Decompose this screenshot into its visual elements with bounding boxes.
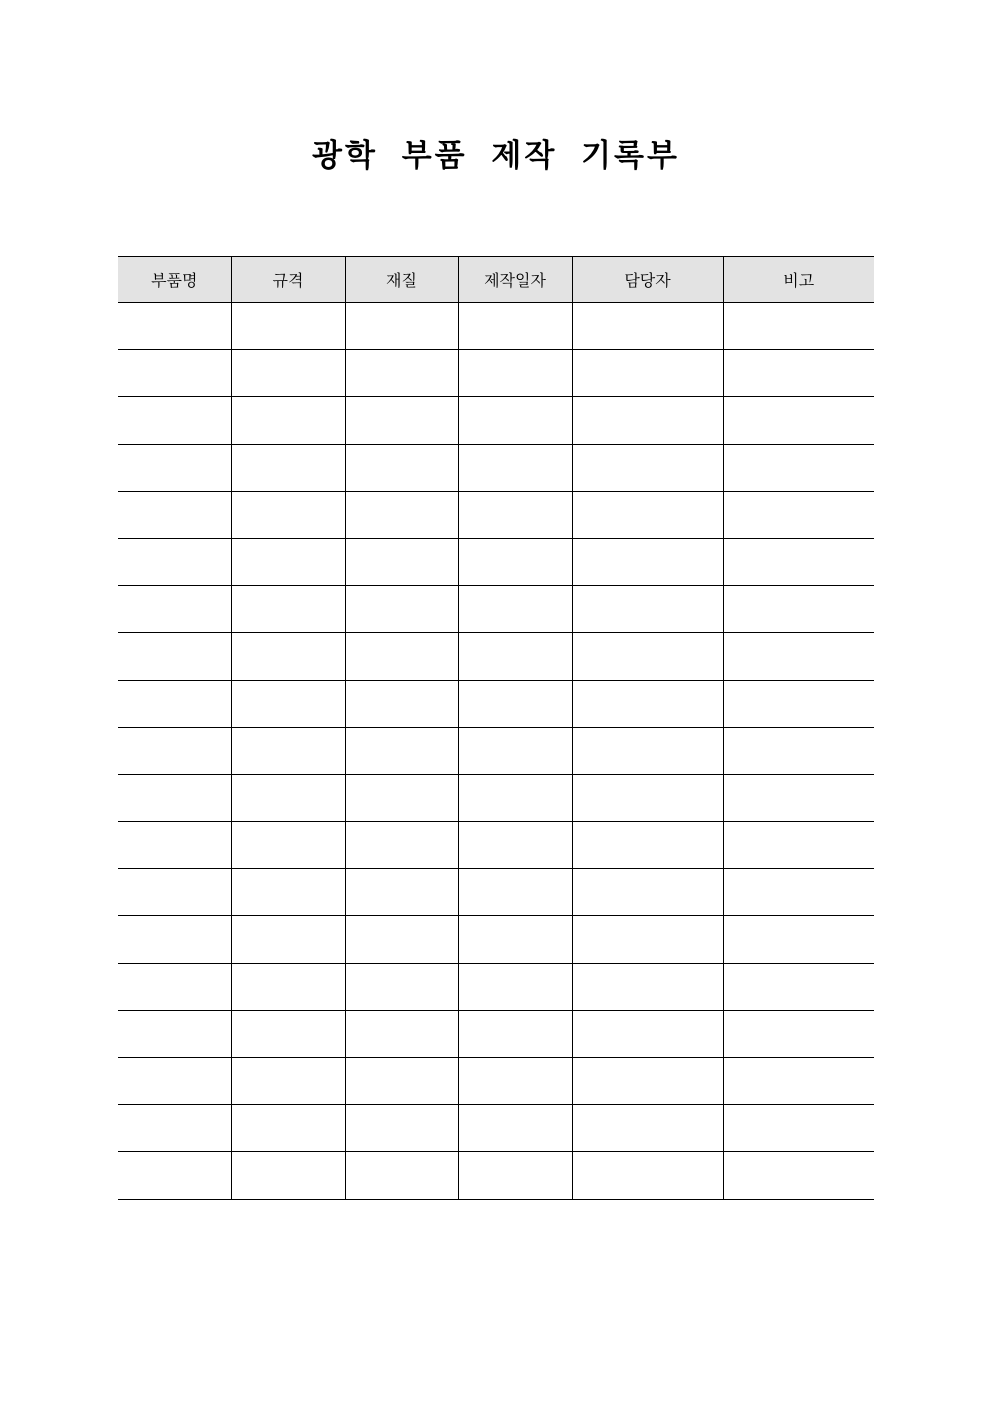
- cell-production-date[interactable]: [458, 538, 572, 585]
- cell-material[interactable]: [345, 1010, 458, 1057]
- cell-remarks[interactable]: [723, 303, 874, 350]
- cell-production-date[interactable]: [458, 303, 572, 350]
- table-row: [118, 916, 874, 963]
- cell-part-name[interactable]: [118, 1058, 231, 1105]
- cell-spec[interactable]: [231, 916, 345, 963]
- table-row: [118, 491, 874, 538]
- table-row: [118, 774, 874, 821]
- cell-material[interactable]: [345, 680, 458, 727]
- table-row: [118, 1058, 874, 1105]
- cell-remarks[interactable]: [723, 1152, 874, 1199]
- cell-spec[interactable]: [231, 869, 345, 916]
- cell-remarks[interactable]: [723, 1105, 874, 1152]
- cell-material[interactable]: [345, 586, 458, 633]
- cell-production-date[interactable]: [458, 774, 572, 821]
- cell-part-name[interactable]: [118, 586, 231, 633]
- table-row: [118, 444, 874, 491]
- cell-person-in-charge[interactable]: [572, 774, 723, 821]
- cell-spec[interactable]: [231, 1058, 345, 1105]
- cell-production-date[interactable]: [458, 963, 572, 1010]
- table-row: [118, 1010, 874, 1057]
- cell-spec[interactable]: [231, 727, 345, 774]
- cell-person-in-charge[interactable]: [572, 350, 723, 397]
- cell-material[interactable]: [345, 444, 458, 491]
- cell-remarks[interactable]: [723, 538, 874, 585]
- cell-spec[interactable]: [231, 303, 345, 350]
- cell-part-name[interactable]: [118, 397, 231, 444]
- cell-production-date[interactable]: [458, 727, 572, 774]
- cell-person-in-charge[interactable]: [572, 680, 723, 727]
- cell-spec[interactable]: [231, 444, 345, 491]
- cell-part-name[interactable]: [118, 1105, 231, 1152]
- cell-person-in-charge[interactable]: [572, 869, 723, 916]
- table-row: [118, 350, 874, 397]
- cell-spec[interactable]: [231, 538, 345, 585]
- cell-part-name[interactable]: [118, 350, 231, 397]
- cell-production-date[interactable]: [458, 1010, 572, 1057]
- cell-production-date[interactable]: [458, 822, 572, 869]
- cell-spec[interactable]: [231, 1105, 345, 1152]
- cell-part-name[interactable]: [118, 727, 231, 774]
- table-row: [118, 1105, 874, 1152]
- cell-part-name[interactable]: [118, 916, 231, 963]
- cell-material[interactable]: [345, 633, 458, 680]
- cell-remarks[interactable]: [723, 444, 874, 491]
- header-remarks: 비고: [723, 257, 874, 303]
- cell-spec[interactable]: [231, 1152, 345, 1199]
- cell-remarks[interactable]: [723, 774, 874, 821]
- cell-material[interactable]: [345, 303, 458, 350]
- cell-part-name[interactable]: [118, 538, 231, 585]
- cell-production-date[interactable]: [458, 680, 572, 727]
- cell-material[interactable]: [345, 916, 458, 963]
- cell-part-name[interactable]: [118, 633, 231, 680]
- cell-person-in-charge[interactable]: [572, 1058, 723, 1105]
- table-row: [118, 869, 874, 916]
- cell-material[interactable]: [345, 1105, 458, 1152]
- cell-material[interactable]: [345, 822, 458, 869]
- cell-remarks[interactable]: [723, 633, 874, 680]
- cell-part-name[interactable]: [118, 303, 231, 350]
- cell-material[interactable]: [345, 963, 458, 1010]
- cell-part-name[interactable]: [118, 491, 231, 538]
- cell-production-date[interactable]: [458, 586, 572, 633]
- cell-person-in-charge[interactable]: [572, 1010, 723, 1057]
- cell-person-in-charge[interactable]: [572, 491, 723, 538]
- cell-part-name[interactable]: [118, 963, 231, 1010]
- cell-person-in-charge[interactable]: [572, 633, 723, 680]
- cell-part-name[interactable]: [118, 822, 231, 869]
- cell-spec[interactable]: [231, 633, 345, 680]
- table-row: [118, 303, 874, 350]
- cell-person-in-charge[interactable]: [572, 1152, 723, 1199]
- header-person-in-charge: 담당자: [572, 257, 723, 303]
- cell-spec[interactable]: [231, 1010, 345, 1057]
- cell-production-date[interactable]: [458, 397, 572, 444]
- table-row: [118, 1152, 874, 1199]
- cell-production-date[interactable]: [458, 869, 572, 916]
- cell-production-date[interactable]: [458, 491, 572, 538]
- cell-production-date[interactable]: [458, 1058, 572, 1105]
- cell-spec[interactable]: [231, 680, 345, 727]
- cell-production-date[interactable]: [458, 1152, 572, 1199]
- table-row: [118, 538, 874, 585]
- cell-production-date[interactable]: [458, 444, 572, 491]
- cell-spec[interactable]: [231, 963, 345, 1010]
- cell-production-date[interactable]: [458, 916, 572, 963]
- cell-remarks[interactable]: [723, 397, 874, 444]
- cell-production-date[interactable]: [458, 633, 572, 680]
- table-row: [118, 680, 874, 727]
- cell-part-name[interactable]: [118, 444, 231, 491]
- cell-remarks[interactable]: [723, 491, 874, 538]
- cell-remarks[interactable]: [723, 916, 874, 963]
- header-material: 재질: [345, 257, 458, 303]
- cell-spec[interactable]: [231, 491, 345, 538]
- cell-part-name[interactable]: [118, 774, 231, 821]
- cell-remarks[interactable]: [723, 350, 874, 397]
- header-part-name: 부품명: [118, 257, 231, 303]
- cell-material[interactable]: [345, 1058, 458, 1105]
- cell-person-in-charge[interactable]: [572, 586, 723, 633]
- cell-person-in-charge[interactable]: [572, 1105, 723, 1152]
- cell-remarks[interactable]: [723, 680, 874, 727]
- cell-remarks[interactable]: [723, 822, 874, 869]
- table-body: [118, 303, 874, 1200]
- cell-material[interactable]: [345, 774, 458, 821]
- cell-production-date[interactable]: [458, 350, 572, 397]
- cell-material[interactable]: [345, 350, 458, 397]
- record-table: [118, 256, 874, 1200]
- header-spec: 규격: [231, 257, 345, 303]
- cell-person-in-charge[interactable]: [572, 397, 723, 444]
- cell-material[interactable]: [345, 538, 458, 585]
- table-row: [118, 822, 874, 869]
- cell-part-name[interactable]: [118, 680, 231, 727]
- table-row: [118, 397, 874, 444]
- cell-part-name[interactable]: [118, 1152, 231, 1199]
- cell-person-in-charge[interactable]: [572, 916, 723, 963]
- cell-spec[interactable]: [231, 774, 345, 821]
- cell-person-in-charge[interactable]: [572, 727, 723, 774]
- cell-remarks[interactable]: [723, 963, 874, 1010]
- cell-person-in-charge[interactable]: [572, 822, 723, 869]
- cell-remarks[interactable]: [723, 869, 874, 916]
- cell-remarks[interactable]: [723, 1058, 874, 1105]
- cell-person-in-charge[interactable]: [572, 444, 723, 491]
- cell-material[interactable]: [345, 491, 458, 538]
- table-row: [118, 963, 874, 1010]
- cell-person-in-charge[interactable]: [572, 963, 723, 1010]
- header-production-date: 제작일자: [458, 257, 572, 303]
- cell-spec[interactable]: [231, 586, 345, 633]
- table-row: [118, 586, 874, 633]
- cell-material[interactable]: [345, 869, 458, 916]
- table-row: [118, 727, 874, 774]
- cell-spec[interactable]: [231, 397, 345, 444]
- cell-person-in-charge[interactable]: [572, 538, 723, 585]
- cell-remarks[interactable]: [723, 586, 874, 633]
- cell-spec[interactable]: [231, 350, 345, 397]
- table-header-row: [118, 257, 874, 303]
- cell-remarks[interactable]: [723, 727, 874, 774]
- cell-material[interactable]: [345, 397, 458, 444]
- cell-material[interactable]: [345, 727, 458, 774]
- cell-person-in-charge[interactable]: [572, 303, 723, 350]
- cell-spec[interactable]: [231, 822, 345, 869]
- cell-material[interactable]: [345, 1152, 458, 1199]
- cell-production-date[interactable]: [458, 1105, 572, 1152]
- page-title: 광학 부품 제작 기록부: [312, 138, 680, 174]
- table-row: [118, 633, 874, 680]
- cell-remarks[interactable]: [723, 1010, 874, 1057]
- cell-part-name[interactable]: [118, 1010, 231, 1057]
- cell-part-name[interactable]: [118, 869, 231, 916]
